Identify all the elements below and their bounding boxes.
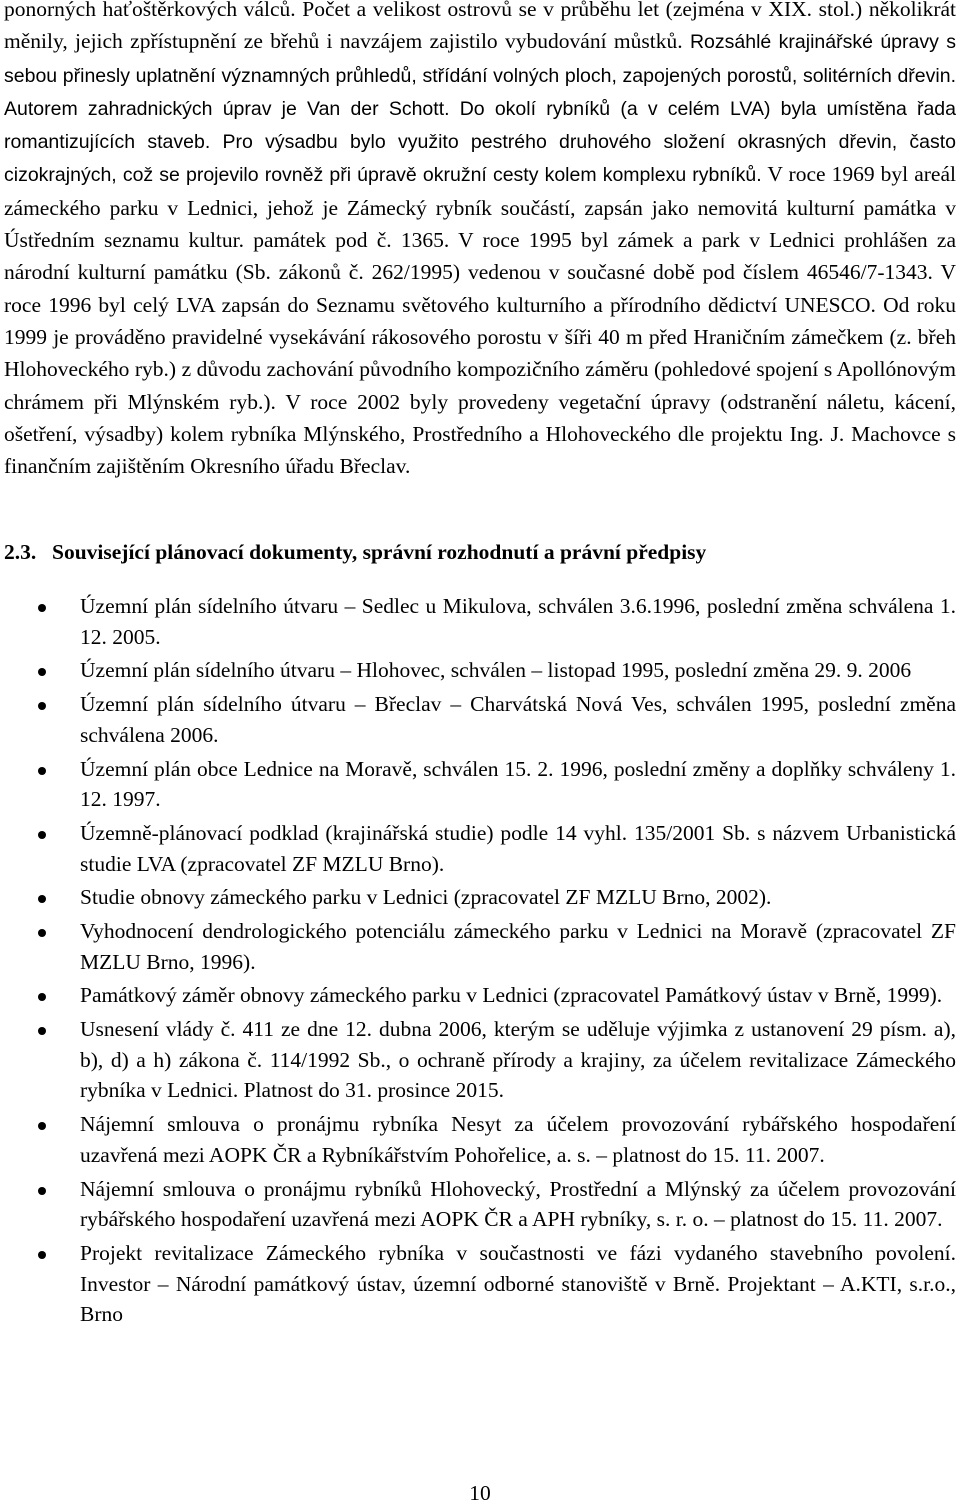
list-item: [0, 980, 960, 1011]
list-item: [0, 1174, 960, 1235]
list-item-text: Územní plán sídelního útvaru – Sedlec u Mikulova, schválen 3.6.1996, poslední změna schválena 1. 12. 2005.: [80, 594, 956, 649]
bullet-icon: [38, 1122, 46, 1130]
list-item: [0, 818, 960, 879]
list-item-text: Projekt revitalizace Zámeckého rybníka v součastnosti ve fázi vydaného stavebního povolení. Investor – Národní památkový ústav, územní odborné stanoviště v Brně. Projektant – A.KTI, s.r.o., Brno: [80, 1240, 956, 1327]
section-number: 2.3.: [4, 540, 37, 564]
list-item: [0, 916, 960, 977]
bullet-icon: [38, 1027, 46, 1035]
list-item-text: Vyhodnocení dendrologického potenciálu zámeckého parku v Lednici na Moravě (zpracovatel ZF MZLU Brno, 1996).: [80, 919, 956, 974]
section-heading: [4, 536, 956, 568]
paragraph-part-3: V roce 1969 byl areál zámeckého parku v Lednici, jehož je Zámecký rybník součástí, zapsán jako nemovitá kulturní památka v Ústředním seznamu kultur. památek pod č. 1365. V roce 1995 byl zámek a park v Lednici prohlášen za národní kulturní památku (Sb. zákonů č. 262/1995) vedenou v současné době pod číslem 46546/7-1343. V roce 1996 byl celý LVA zapsán do Seznamu světového kulturního a přírodního dědictví UNESCO. Od roku 1999 je prováděno pravidelné vysekávání rákosového porostu v šíři 40 m před Hraničním zámečkem (z. břeh Hlohoveckého ryb.) z důvodu zachování původního kompozičního záměru (pohledové spojení s Apollónovým chrámem při Mlýnském ryb.). V roce 2002 byly provedeny vegetační úpravy (odstranění náletu, kácení, ošetření, výsadby) kolem rybníka Mlýnského, Prostředního a Hlohoveckého dle projektu Ing. J. Machovce s finančním zajištěním Okresního úřadu Břeclav.: [4, 162, 956, 479]
paragraph-part-2: Rozsáhlé krajinářské úpravy s sebou přinesly uplatnění významných průhledů, střídání volných ploch, zapojených porostů, solitérních dřevin. Autorem zahradnických úprav je Van der Schott. Do okolí rybníků (a v celém LVA) byla umístěna řada romantizujících staveb. Pro výsadbu bylo využito pestrého druhového složení okrasných dřevin, často cizokrajných, což se projevilo rovněž při úpravě okružní cesty kolem komplexu rybníků.: [4, 31, 957, 187]
list-item: [0, 689, 960, 750]
bullet-icon: [38, 929, 46, 937]
paragraph-part-1: ponorných haťoštěrkových válců. Počet a velikost ostrovů se v průběhu let (zejména v XIX. stol.) několikrát měnily, jejich zpřístupnění ze břehů i navzájem zajistilo vybudování můstků.: [4, 0, 956, 54]
list-item-text: Studie obnovy zámeckého parku v Lednici (zpracovatel ZF MZLU Brno, 2002).: [80, 885, 772, 910]
section-title: Související plánovací dokumenty, správní rozhodnutí a právní předpisy: [52, 540, 707, 564]
list-item: [0, 882, 960, 913]
document-list: [0, 591, 960, 1333]
list-item: [0, 655, 960, 686]
bullet-icon: [38, 767, 46, 775]
bullet-icon: [38, 831, 46, 839]
bullet-icon: [38, 1251, 46, 1259]
bullet-icon: [38, 668, 46, 676]
list-item-text: Nájemní smlouva o pronájmu rybníků Hlohovecký, Prostřední a Mlýnský za účelem provozování rybářského hospodaření uzavřená mezi AOPK ČR a APH rybníky, s. r. o. – platnost do 15. 11. 2007.: [80, 1176, 956, 1232]
list-item-text: Územně-plánovací podklad (krajinářská studie) podle 14 vyhl. 135/2001 Sb. s názvem Urbanistická studie LVA (zpracovatel ZF MZLU Brno).: [80, 820, 956, 876]
list-item: [0, 1109, 960, 1170]
bullet-icon: [38, 604, 46, 612]
list-item-text: Památkový záměr obnovy zámeckého parku v Lednici (zpracovatel Památkový ústav v Brně, 1999).: [80, 983, 943, 1008]
list-item: [0, 591, 960, 652]
bullet-icon: [38, 1187, 46, 1195]
list-item-text: Usnesení vlády č. 411 ze dne 12. dubna 2006, kterým se uděluje výjimka z ustanovení 29 písm. a), b), d) a h) zákona č. 114/1992 Sb., o ochraně přírody a krajiny, za účelem revitalizace Zámeckého rybníka v Lednici. Platnost do 31. prosince 2015.: [80, 1017, 956, 1103]
list-item: [0, 1238, 960, 1330]
bullet-icon: [38, 895, 46, 903]
bullet-icon: [38, 702, 46, 710]
list-item-text: Nájemní smlouva o pronájmu rybníka Nesyt za účelem provozování rybářského hospodaření uzavřená mezi AOPK ČR a Rybníkářstvím Pohořelice, a. s. – platnost do 15. 11. 2007.: [80, 1112, 956, 1167]
list-item-text: Územní plán obce Lednice na Moravě, schválen 15. 2. 1996, poslední změny a doplňky schváleny 1. 12. 1997.: [80, 756, 956, 812]
page-number: 10: [469, 1481, 491, 1505]
list-item-text: Územní plán sídelního útvaru – Břeclav – Charvátská Nová Ves, schválen 1995, poslední změna schválena 2006.: [80, 692, 956, 747]
body-paragraph: [4, 0, 956, 482]
list-item: [0, 1014, 960, 1106]
list-item: [0, 754, 960, 815]
list-item-text: Územní plán sídelního útvaru – Hlohovec, schválen – listopad 1995, poslední změna 29. 9. 2006: [80, 658, 912, 683]
bullet-icon: [38, 993, 46, 1001]
